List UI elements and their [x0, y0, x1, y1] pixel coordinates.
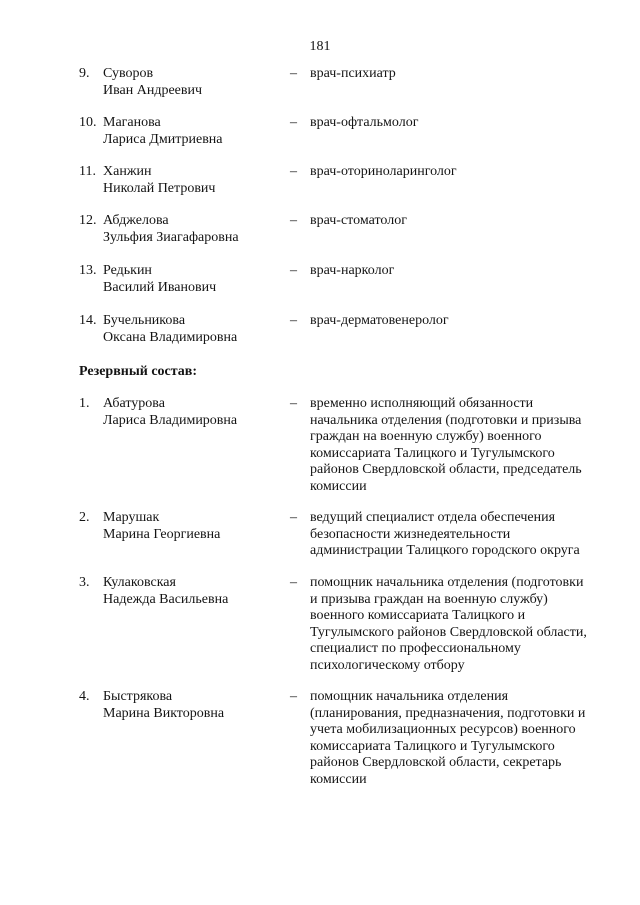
member-name: [103, 396, 278, 429]
member-surname: Маганова: [103, 115, 161, 130]
entry-number: 1.: [79, 396, 90, 411]
separator-dash: –: [290, 164, 297, 179]
separator-dash: –: [290, 575, 297, 590]
separator-dash: –: [290, 213, 297, 228]
member-surname: Марушак: [103, 510, 160, 525]
member-name: [103, 263, 278, 296]
separator-dash: –: [290, 66, 297, 81]
separator-dash: –: [290, 115, 297, 130]
reserve-heading: Резервный состав:: [79, 364, 198, 379]
separator-dash: –: [290, 263, 297, 278]
member-name: [103, 66, 278, 99]
member-surname: Редькин: [103, 263, 152, 278]
member-surname: Быстрякова: [103, 689, 173, 704]
entry-number: 3.: [79, 575, 90, 590]
member-role: врач-нарколог: [310, 263, 395, 278]
member-role: врач-психиатр: [310, 66, 396, 81]
member-name: [103, 164, 278, 197]
separator-dash: –: [290, 396, 297, 411]
member-given-name: Надежда Васильевна: [103, 591, 229, 607]
member-role: врач-оториноларинголог: [310, 164, 457, 179]
member-given-name: Марина Викторовна: [103, 705, 225, 721]
entry-number: 2.: [79, 510, 90, 525]
member-given-name: Василий Иванович: [103, 279, 217, 295]
separator-dash: –: [290, 689, 297, 704]
entry-number: 4.: [79, 689, 90, 704]
member-surname: Кулаковская: [103, 575, 176, 590]
member-surname: Абатурова: [103, 396, 165, 411]
member-role: врач-дерматовенеролог: [310, 313, 449, 328]
entry-number: 13.: [79, 263, 97, 278]
member-name: [103, 575, 278, 608]
member-role: ведущий специалист отдела обеспечения безопасности жизнедеятельности администрации Талицкого городского округа: [310, 510, 580, 558]
member-name: [103, 115, 278, 148]
member-surname: Бучельникова: [103, 313, 186, 328]
entry-number: 14.: [79, 313, 97, 328]
member-name: [103, 689, 278, 722]
member-given-name: Лариса Владимировна: [103, 412, 238, 428]
member-name: [103, 313, 278, 346]
member-given-name: Николай Петрович: [103, 180, 216, 196]
separator-dash: –: [290, 313, 297, 328]
member-surname: Ханжин: [103, 164, 152, 179]
member-given-name: Оксана Владимировна: [103, 329, 238, 345]
member-role: помощник начальника отделения (подготовки и призыва граждан на военную службу) военного комиссариата Талицкого и Тугулымского районов Свердловской области, специалист по профессиональному психологическому отбору: [310, 575, 587, 673]
member-given-name: Иван Андреевич: [103, 82, 203, 98]
separator-dash: –: [290, 510, 297, 525]
member-surname: Суворов: [103, 66, 154, 81]
entry-number: 10.: [79, 115, 97, 130]
member-role: врач-офтальмолог: [310, 115, 419, 130]
entry-number: 11.: [79, 164, 96, 179]
member-name: [103, 510, 278, 543]
member-role: временно исполняющий обязанности начальника отделения (подготовки и призыва граждан на военную службу) военного комиссариата Талицкого и Тугулымского районов Свердловской области, председатель комиссии: [310, 396, 582, 494]
member-surname: Абджелова: [103, 213, 169, 228]
entry-number: 12.: [79, 213, 97, 228]
page-number: 181: [309, 39, 331, 54]
member-given-name: Лариса Дмитриевна: [103, 131, 223, 147]
entry-number: 9.: [79, 66, 90, 81]
member-role: врач-стоматолог: [310, 213, 407, 228]
member-role: помощник начальника отделения (планирования, предназначения, подготовки и учета мобилизационных ресурсов) военного комиссариата Талицкого и Тугулымского районов Свердловской области, секретарь комиссии: [310, 689, 586, 787]
member-given-name: Марина Георгиевна: [103, 526, 221, 542]
member-name: [103, 213, 278, 246]
member-given-name: Зульфия Зиагафаровна: [103, 229, 239, 245]
